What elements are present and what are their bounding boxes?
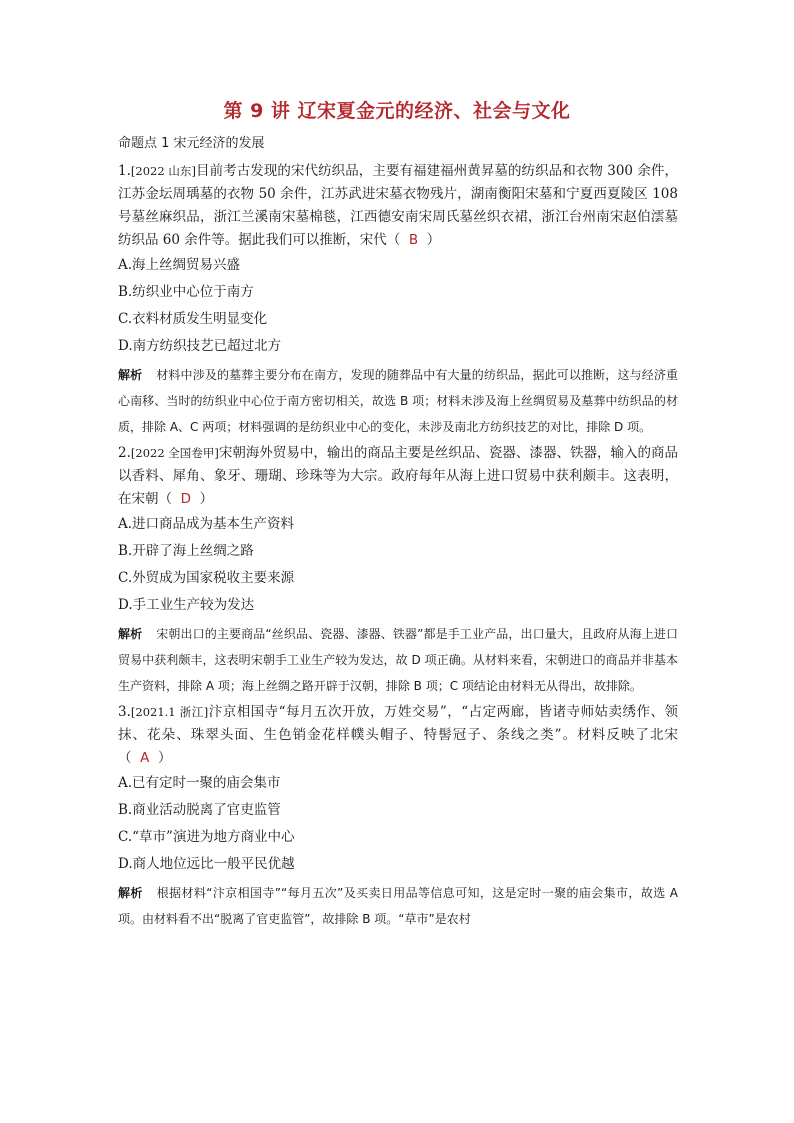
- analysis-text: 材料中涉及的墓葬主要分布在南方，发现的随葬品中有大量的纺织品，据此可以推断，这与经济重心南移、当时的纺织业中心位于南方密切相关，故选 B 项；材料未涉及海上丝绸贸易及墓葬中纺织品的材质，排除 A、C 两项；材料强调的是纺织业中心的变化，未涉及南北方纺织技艺的对比，排除 D 项。: [118, 368, 678, 434]
- answer-close: ）: [157, 750, 172, 766]
- question-stem: [118, 160, 678, 252]
- option-c: C.外贸成为国家税收主要来源: [118, 570, 295, 586]
- question-stem: [118, 442, 678, 511]
- analysis-label: 解析: [118, 627, 143, 641]
- analysis-text: 根据材料“汴京相国寺”“每月五次”及买卖日用品等信息可知，这是定时一聚的庙会集市，故选 A 项。由材料看不出“脱离了官吏监管”，故排除 B 项。“草市”是农村: [118, 886, 678, 926]
- option-d: D.商人地位远比一般平民优越: [118, 856, 295, 872]
- question-source: [2022 全国卷甲]: [130, 446, 219, 460]
- option-d: D.手工业生产较为发达: [118, 597, 255, 613]
- option-b: B.商业活动脱离了官吏监管: [118, 802, 281, 818]
- question-3: [118, 701, 678, 932]
- option-d: D.南方纺织技艺已超过北方: [118, 338, 282, 354]
- option-b: B.开辟了海上丝绸之路: [118, 543, 254, 559]
- analysis-label: 解析: [118, 368, 143, 382]
- question-source: [2022 山东]: [130, 164, 196, 178]
- section-heading: 命题点 1 宋元经济的发展: [118, 136, 265, 151]
- question-stem: [118, 701, 678, 770]
- answer-mark: B: [408, 232, 419, 248]
- option-c: C.衣料材质发生明显变化: [118, 311, 268, 327]
- question-2: [118, 442, 678, 699]
- option-a: A.海上丝绸贸易兴盛: [118, 257, 241, 273]
- analysis-text: 宋朝出口的主要商品“丝织品、瓷器、漆器、铁器”都是手工业产品，出口量大，且政府从海上进口贸易中获利颇丰，这表明宋朝手工业生产较为发达，故 D 项正确。从材料来看，宋朝进口的商品并非基本生产资料，排除 A 项；海上丝绸之路开辟于汉朝，排除 B 项；C 项结论由材料无从得出，故排除。: [118, 627, 678, 693]
- content-body: [118, 134, 678, 934]
- analysis: [118, 621, 678, 699]
- question-number: 2.: [118, 445, 131, 461]
- option-a: A.已有定时一聚的庙会集市: [118, 775, 281, 791]
- option-c: C.“草市”演进为地方商业中心: [118, 829, 295, 845]
- option-a: A.进口商品成为基本生产资料: [118, 516, 295, 532]
- question-source: [2021.1 浙江]: [130, 705, 209, 719]
- question-text: 宋朝海外贸易中，输出的商品主要是丝织品、瓷器、漆器、铁器，输入的商品以香料、犀角、象牙、珊瑚、珍珠等为大宗。政府每年从海上进口贸易中获利颇丰。这表明，在宋朝（: [118, 445, 678, 507]
- question-text: 目前考古发现的宋代纺织品，主要有福建福州黄昇墓的纺织品和衣物 300 余件，江苏金坛周瑀墓的衣物 50 余件，江苏武进宋墓衣物残片，湖南衡阳宋墓和宁夏西夏陵区 108 号墓丝麻织品，浙江兰溪南宋墓棉毯，江西德安南宋周氏墓丝织衣裙，浙江台州南宋赵伯澐墓纺织品 60 余件等。据此我们可以推断，宋代（: [118, 163, 678, 248]
- question-text: 汴京相国寺“每月五次开放，万姓交易”，“占定两廊，皆诸寺师姑卖绣作、领抹、花朵、珠翠头面、生色销金花样幞头帽子、特髻冠子、条线之类”。材料反映了北宋（: [118, 704, 678, 766]
- question-1: [118, 160, 678, 440]
- analysis-label: 解析: [118, 886, 143, 900]
- analysis: [118, 362, 678, 440]
- answer-mark: D: [180, 491, 191, 507]
- question-number: 1.: [118, 163, 131, 179]
- answer-close: ）: [199, 491, 214, 507]
- page-title: 第 9 讲 辽宋夏金元的经济、社会与文化: [223, 100, 571, 122]
- answer-close: ）: [426, 232, 441, 248]
- analysis: [118, 880, 678, 932]
- option-b: B.纺织业中心位于南方: [118, 284, 254, 300]
- answer-mark: A: [140, 750, 150, 766]
- question-number: 3.: [118, 704, 131, 720]
